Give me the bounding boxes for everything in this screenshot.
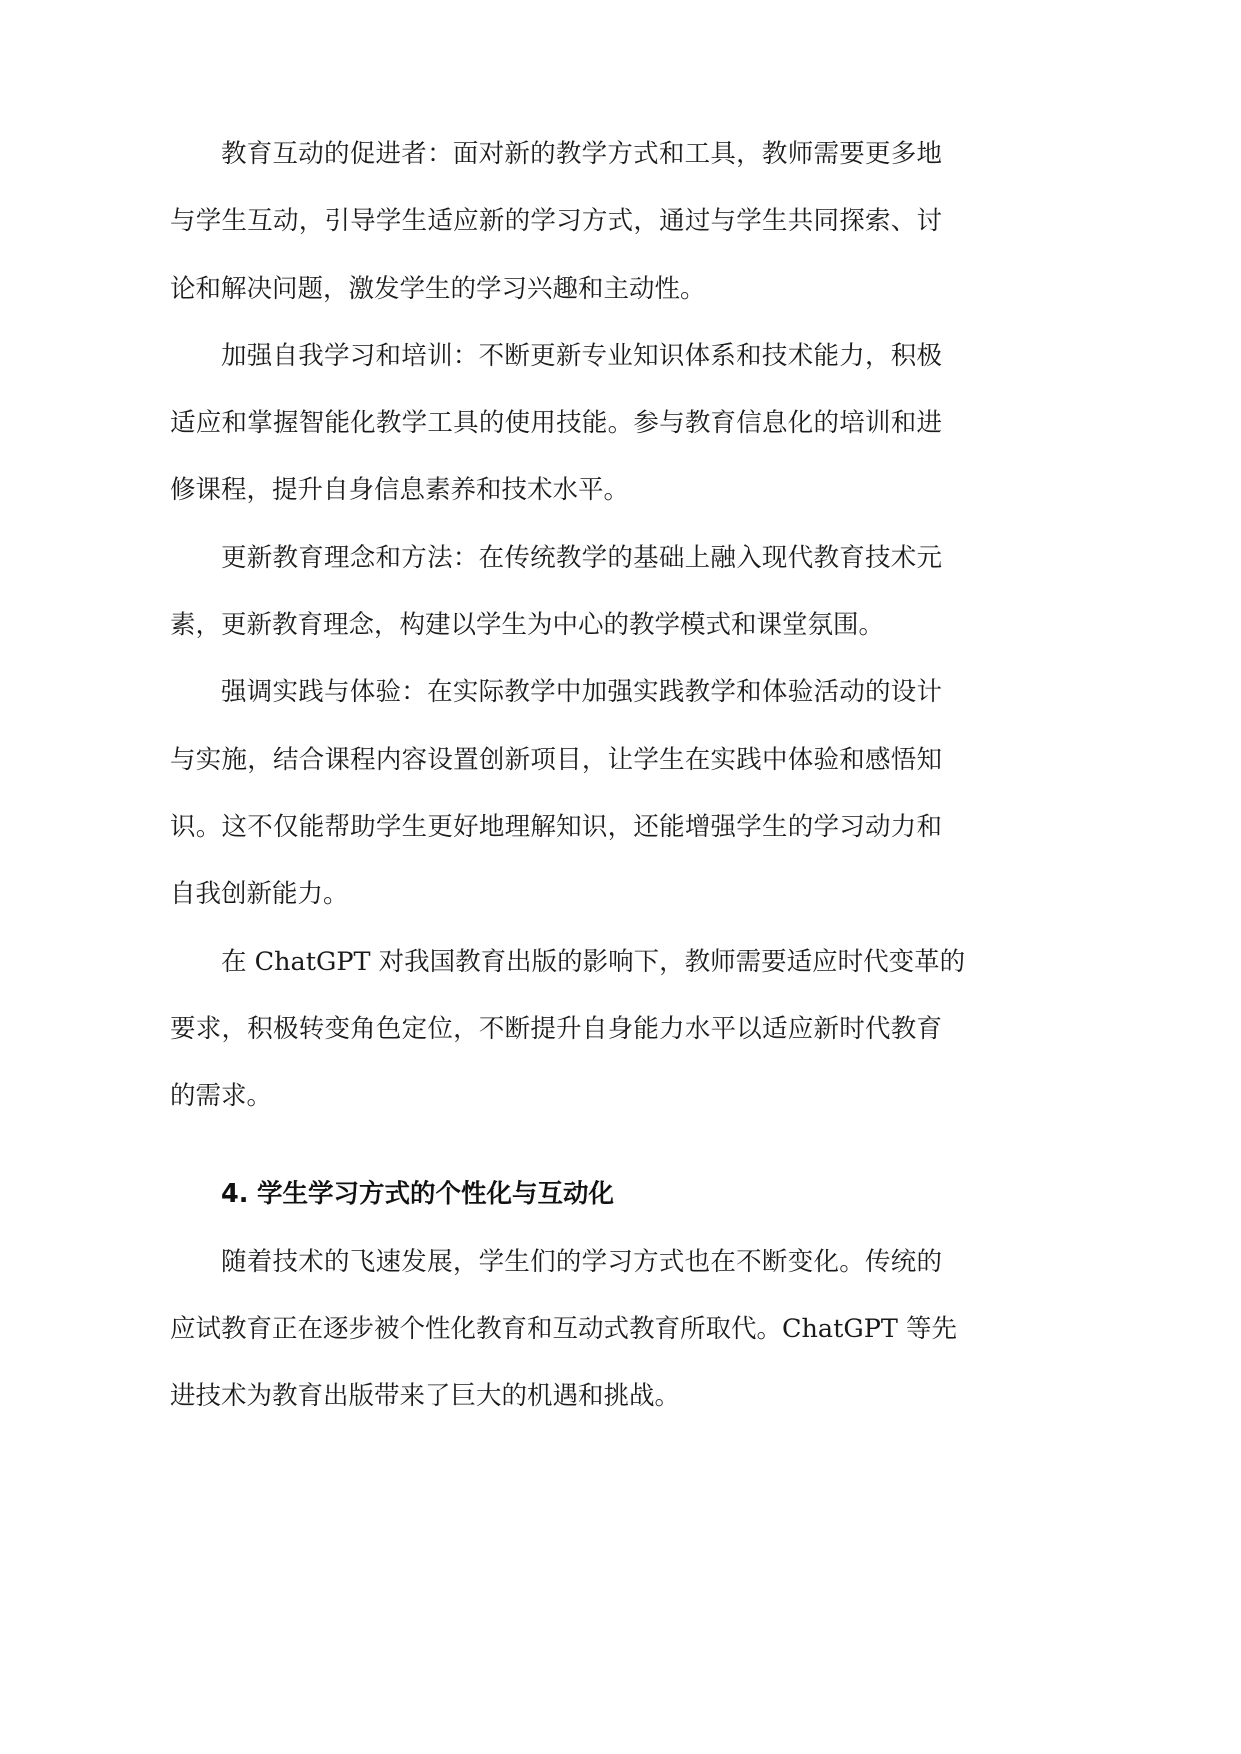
text-line: 加强自我学习和培训：不断更新专业知识体系和技术能力，积极 <box>221 340 942 371</box>
paragraph-education-interaction <box>170 121 942 323</box>
text-line: 的需求。 <box>170 1081 273 1112</box>
paragraph-update-concepts <box>170 525 942 660</box>
paragraph-chatgpt-impact <box>170 929 966 1131</box>
text-line: 与实施，结合课程内容设置创新项目，让学生在实践中体验和感悟知 <box>170 744 942 775</box>
text-line: 要求，积极转变角色定位，不断提升自身能力水平以适应新时代教育 <box>170 1013 942 1044</box>
paragraph-self-learning <box>170 323 942 525</box>
paragraph-practice-experience <box>170 659 942 928</box>
text-line: 与学生互动，引导学生适应新的学习方式，通过与学生共同探索、讨 <box>170 206 942 237</box>
text-line: 素，更新教育理念，构建以学生为中心的教学模式和课堂氛围。 <box>170 610 885 641</box>
text-line: 修课程，提升自身信息素养和技术水平。 <box>170 475 630 506</box>
text-line: 自我创新能力。 <box>170 879 349 910</box>
text-line: 进技术为教育出版带来了巨大的机遇和挑战。 <box>170 1381 681 1412</box>
text-line: 随着技术的飞速发展，学生们的学习方式也在不断变化。传统的 <box>221 1246 942 1277</box>
text-line: 识。这不仅能帮助学生更好地理解知识，还能增强学生的学习动力和 <box>170 811 942 842</box>
document-body <box>170 121 966 1431</box>
paragraph-learning-methods <box>170 1229 958 1431</box>
text-line: 更新教育理念和方法：在传统教学的基础上融入现代教育技术元 <box>221 542 942 573</box>
text-line: 论和解决问题，激发学生的学习兴趣和主动性。 <box>170 273 706 304</box>
text-line: 在 ChatGPT 对我国教育出版的影响下，教师需要适应时代变革的 <box>221 946 966 977</box>
text-line: 适应和掌握智能化教学工具的使用技能。参与教育信息化的培训和进 <box>170 408 942 439</box>
text-line: 应试教育正在逐步被个性化教育和互动式教育所取代。ChatGPT 等先 <box>170 1314 958 1345</box>
text-line: 教育互动的促进者：面对新的教学方式和工具，教师需要更多地 <box>221 139 942 169</box>
section-number: 4. <box>221 1179 249 1210</box>
section-heading <box>170 1161 942 1228</box>
section-title: 学生学习方式的个性化与互动化 <box>257 1179 615 1210</box>
text-line: 强调实践与体验：在实际教学中加强实践教学和体验活动的设计 <box>221 677 942 708</box>
